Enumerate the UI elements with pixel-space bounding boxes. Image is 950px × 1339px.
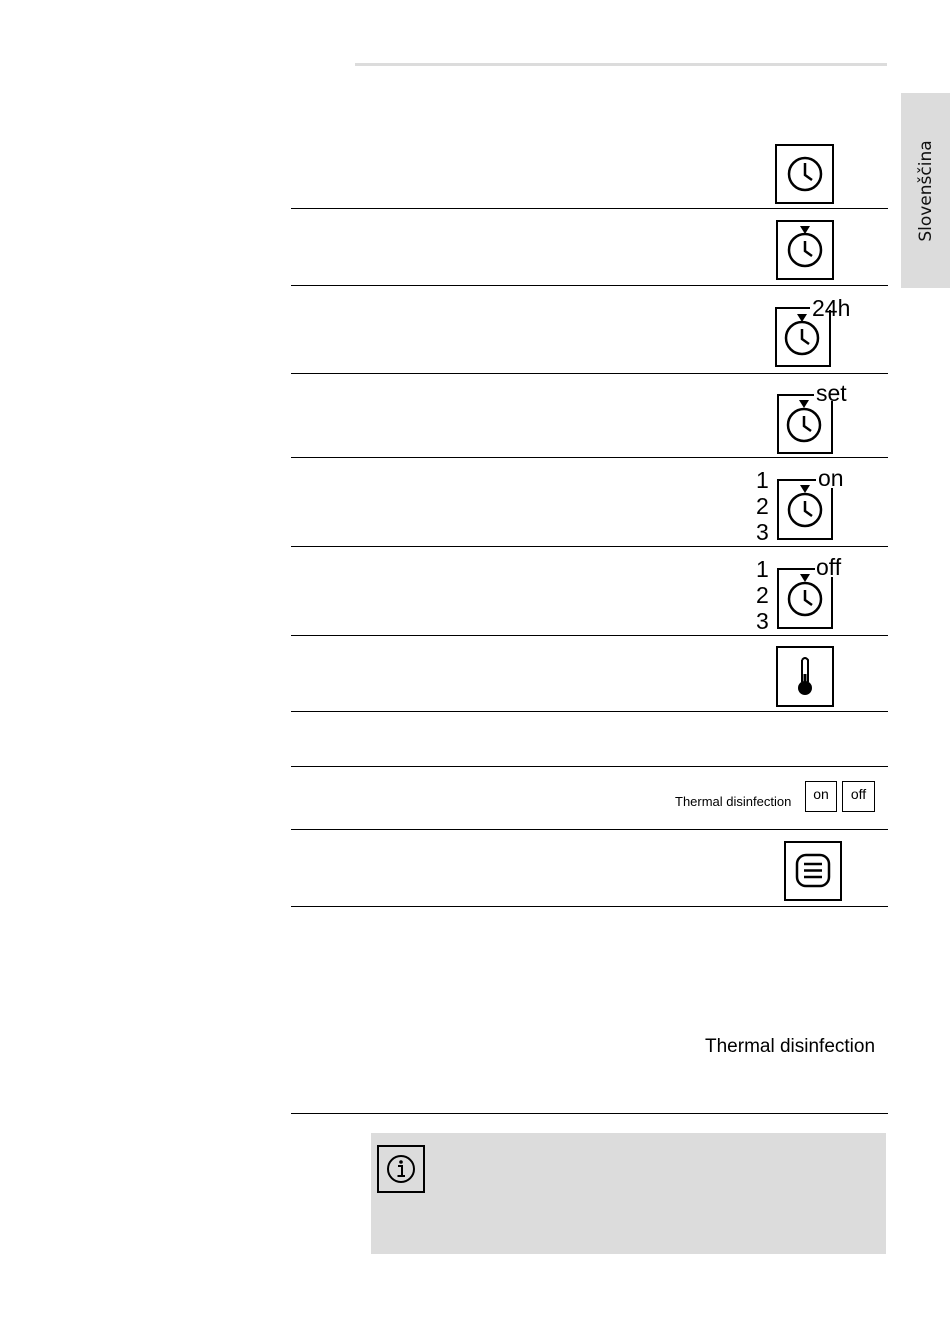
language-tab[interactable]: [901, 93, 950, 288]
language-tab-label: Slovenščina: [915, 139, 936, 242]
row-divider: [291, 906, 888, 907]
row-divider: [291, 546, 888, 547]
suffix-off-label: off: [816, 554, 842, 580]
suffix-24h-label: 24h: [812, 295, 851, 321]
program-number: 1: [756, 556, 769, 582]
timer-24h-icon: [773, 294, 863, 370]
thermal-disinfection-label: Thermal disinfection: [675, 794, 792, 809]
row-divider: [291, 766, 888, 767]
section-divider: [291, 1113, 888, 1114]
menu-icon: [784, 840, 844, 902]
row-divider: [291, 373, 888, 374]
top-rule: [355, 63, 887, 66]
row-divider: [291, 208, 888, 209]
program-number: 2: [756, 493, 769, 519]
thermal-disinfection-off-button[interactable]: off: [842, 781, 875, 812]
info-note-box: [371, 1133, 886, 1254]
clock-icon: [775, 144, 835, 204]
suffix-on-label: on: [818, 465, 844, 491]
thermal-disinfection-heading: Thermal disinfection: [705, 1036, 876, 1057]
timer-set-icon: [775, 381, 865, 457]
row-divider: [291, 285, 888, 286]
thermometer-icon: [776, 646, 836, 708]
program-number: 3: [756, 608, 769, 634]
info-icon: [377, 1145, 425, 1198]
suffix-set-label: set: [816, 380, 847, 406]
row-divider: [291, 635, 888, 636]
program-number: 2: [756, 582, 769, 608]
timer-icon: [776, 219, 836, 281]
row-divider: [291, 829, 888, 830]
timer-on-icon: [754, 466, 854, 546]
row-divider: [291, 711, 888, 712]
thermal-disinfection-on-button[interactable]: on: [805, 781, 837, 812]
program-number: 3: [756, 519, 769, 545]
timer-off-icon: [754, 555, 854, 635]
row-divider: [291, 457, 888, 458]
program-number: 1: [756, 467, 769, 493]
